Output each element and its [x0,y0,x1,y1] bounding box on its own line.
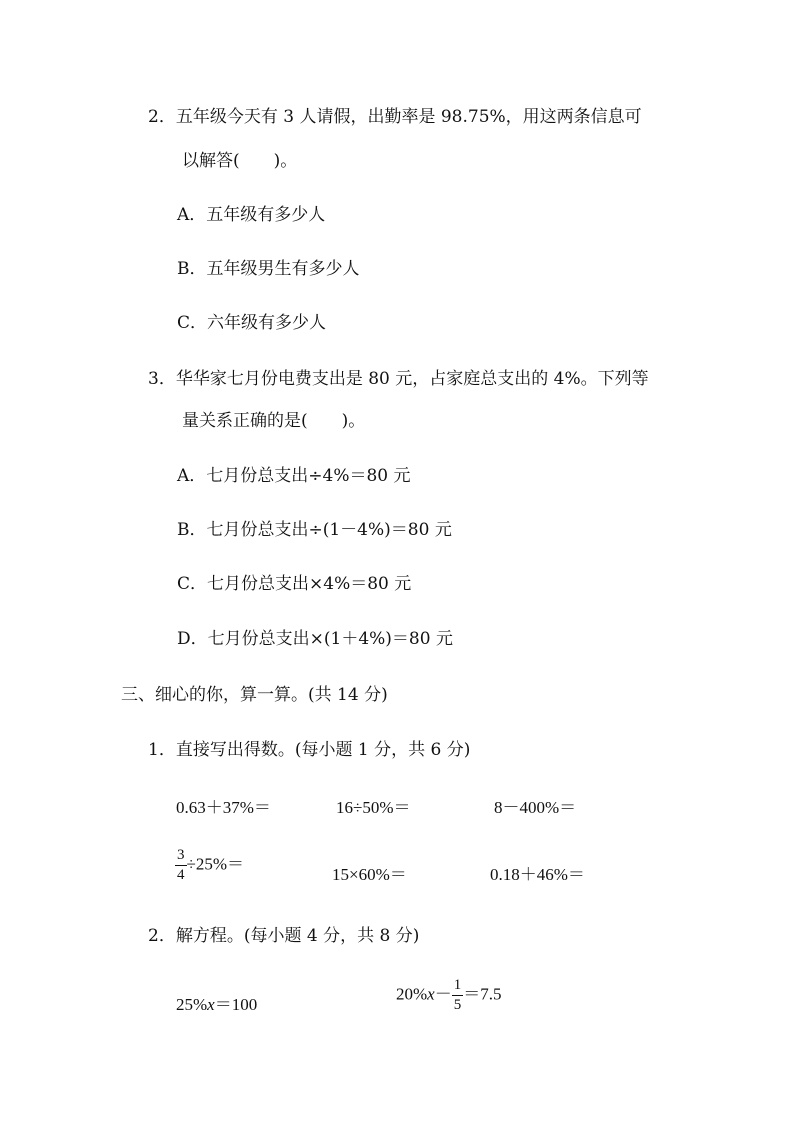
fraction-denominator: 4 [177,867,185,883]
equation-1-variable: x [207,995,215,1014]
fraction [175,848,187,883]
question-2-option-b: B．五年级男生有多少人 [177,259,360,279]
equation-2-coef: 20% [396,984,428,1004]
equation-2-minus: － [434,984,452,1004]
calc-4 [175,848,244,883]
equation-1 [176,990,257,1015]
question-3-line-2: 量关系正确的是( )。 [182,411,366,431]
equation-2 [396,978,501,1013]
section-3-heading: 三、细心的你，算一算。(共 14 分) [121,685,388,705]
equation-1-rhs: ＝100 [214,995,258,1014]
question-2-option-a: A．五年级有多少人 [177,205,326,225]
question-3-option-a: A．七月份总支出÷4%＝80 元 [177,466,411,486]
question-2-line-1: 2．五年级今天有 3 人请假，出勤率是 98.75%，用这两条信息可 [148,107,642,127]
calc-6: 0.18＋46%＝ [490,865,585,884]
fraction-numerator: 3 [175,848,187,866]
calc-1: 0.63＋37%＝ [176,798,271,817]
question-3-line-1: 3．华华家七月份电费支出是 80 元，占家庭总支出的 4%。下列等 [148,369,649,389]
question-3-option-b: B．七月份总支出÷(1－4%)＝80 元 [177,520,452,540]
part-2-heading: 2．解方程。(每小题 4 分，共 8 分) [148,926,420,946]
calc-3: 8－400%＝ [494,798,577,817]
question-3-option-c: C．七月份总支出×4%＝80 元 [177,574,412,594]
equation-2-variable: x [427,984,435,1004]
calc-2: 16÷50%＝ [336,798,411,817]
equation-2-rhs: ＝7.5 [463,984,502,1004]
question-3-option-d: D．七月份总支出×(1＋4%)＝80 元 [177,629,453,649]
question-2-option-c: C．六年级有多少人 [177,313,327,333]
calc-4-rest: ÷25%＝ [186,854,244,874]
fraction-numerator: 1 [452,978,464,996]
question-2-line-2: 以解答( )。 [182,151,298,171]
equation-1-coef: 25% [176,995,208,1014]
fraction [452,978,464,1013]
fraction-denominator: 5 [453,997,462,1013]
calc-5: 15×60%＝ [332,865,407,884]
part-1-heading: 1．直接写出得数。(每小题 1 分，共 6 分) [148,740,471,760]
